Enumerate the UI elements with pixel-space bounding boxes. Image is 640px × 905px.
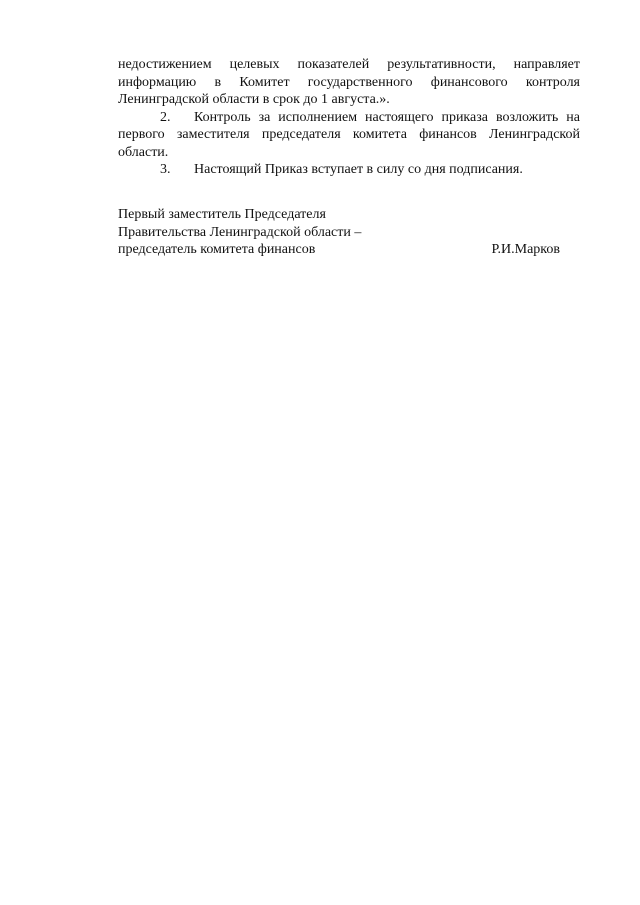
signatory-name: Р.И.Марков [491,242,560,257]
list-item-3 [118,161,580,179]
list-item-2-number: 2. [160,109,171,125]
signature-title-line-2: Правительства Ленинградской области – [118,224,362,240]
paragraph-continuation: недостижением целевых показателей результативности, направляет информацию в Комитет государственного финансового контроля Ленинградской области в срок до 1 августа.». [118,57,580,107]
signature-block [118,206,580,259]
list-item-2-text: Контроль за исполнением настоящего приказа возложить на первого заместителя председателя комитета финансов Ленинградской области. [118,109,580,160]
list-item-2 [118,109,580,162]
signature-title-line-1: Первый заместитель Председателя [118,207,326,222]
signature-title-line-3: председатель комитета финансов [118,242,316,257]
signature-row [118,241,580,259]
document-body [118,56,580,179]
list-item-3-number: 3. [160,162,171,177]
list-item-3-text: Настоящий Приказ вступает в силу со дня подписания. [194,162,523,177]
